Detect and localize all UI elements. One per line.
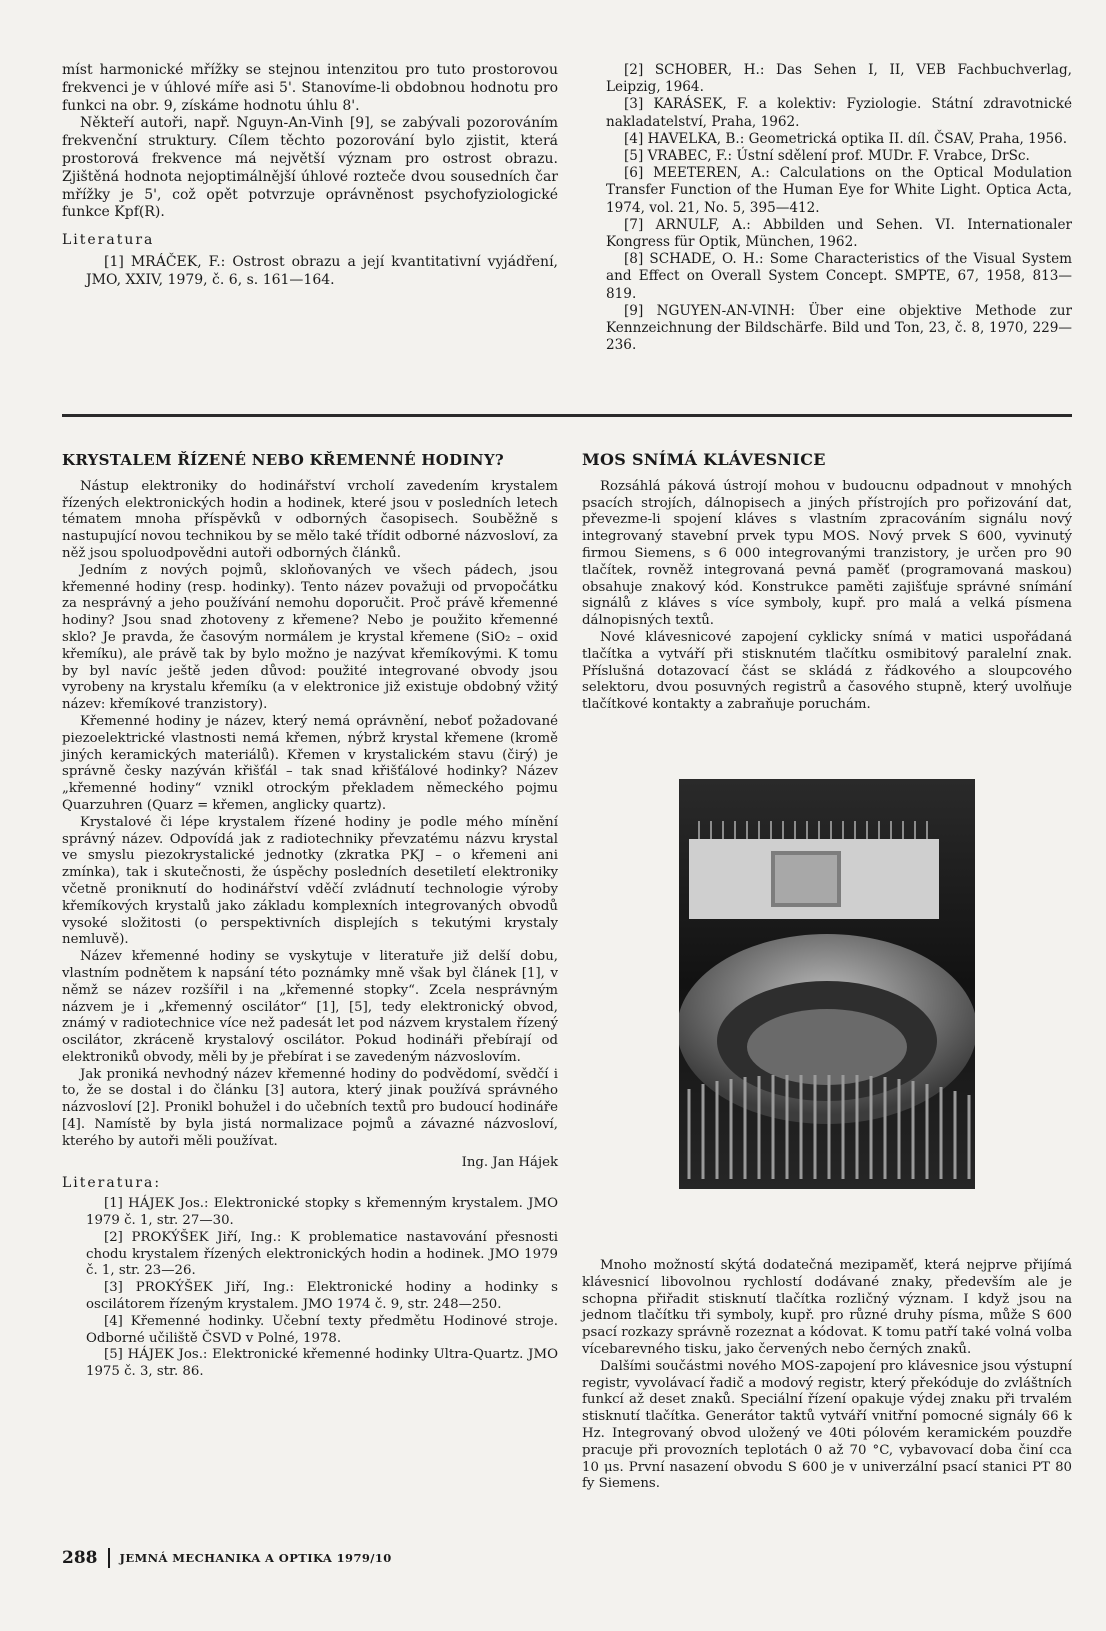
paragraph: Nástup elektroniky do hodinářství vrcholí zavedením krystalem řízených elektronických hodin a hodinek, které jsou v posledních letech tématem mnoha příspěvků v odborných časopisech. Souběžně s nastupující novou technikou by se mělo také třídit odborné názvosloví, za něž jsou spoluodpovědni autoři odborných článků. [62,478,558,561]
paragraph: Název křemenné hodiny se vyskytuje v literatuře již delší dobu, vlastním podnětem k napsání této poznámky mně však byl článek [1], v němž se název rozšířil i na „křemenné stopky“. Zcela nesprávným názvem je i „křemenný oscilátor“ [1], [5], tedy elektronický obvod, známý v radiotechnice více než padesát let pod názvem krystalem řízený oscilátor, zkráceně krystalový oscilátor. Pokud hodináři přebírají od elektroniků obvody, měli by je přebírat i se zavedeným názvoslovím. [62,949,558,1065]
reference: [2] PROKÝŠEK Jiří, Ing.: K problematice nastavování přesnosti chodu krystalem řízených elektronických hodin a hodinek. JMO 1979 č. 1, str. 23—26. [86,1229,558,1279]
article-title: MOS SNÍMÁ KLÁVESNICE [582,450,826,469]
author-signature: Ing. Jan Hájek [461,1154,558,1170]
reference: [4] HAVELKA, B.: Geometrická optika II. díl. ČSAV, Praha, 1956. [624,130,1068,147]
article-crystal-clocks [62,452,558,1381]
top-right-references [582,62,1072,354]
reference: [3] PROKÝŠEK Jiří, Ing.: Elektronické hodiny a hodinky s oscilátorem řízeným krystalem. JMO 1974 č. 9, str. 248—250. [86,1280,558,1313]
reference: [2] SCHOBER, H.: Das Sehen I, II, VEB Fachbuchverlag, Leipzig, 1964. [606,62,1072,96]
paragraph: Nové klávesnicové zapojení cyklicky snímá v matici uspořádaná tlačítka a vytváří při stisknutém tlačítku osmibitový paralelní znak. Příslušná dotazovací část se skládá z řádkového a sloupcového selektoru, dvou posuvných registrů a časového stupně, který uvolňuje tlačítkové kontakty a zabraňuje poruchám. [582,629,1072,713]
article-mos-keyboard-continued [582,1258,1072,1493]
page-footer [62,1548,392,1568]
reference: [4] Křemenné hodinky. Učební texty předmětu Hodinové stroje. Odborné učiliště ČSVD v Polné, 1978. [86,1313,558,1346]
reference: [7] ARNULF, A.: Abbilden und Sehen. VI. Internationaler Kongress für Optik, München, 1962. [606,216,1072,251]
literature-heading: Literatura [62,232,155,249]
footer-divider [108,1548,110,1568]
reference: [5] VRABEC, F.: Ústní sdělení prof. MUDr. F. Vrabce, DrSc. [624,148,1030,165]
reference: [1] HÁJEK Jos.: Elektronické stopky s křemenným krystalem. JMO 1979 č. 1, str. 27—30. [86,1196,558,1229]
page-number: 288 [62,1548,98,1568]
top-left-column [62,62,558,290]
journal-title: JEMNÁ MECHANIKA A OPTIKA 1979/10 [119,1551,392,1565]
paragraph: Mnoho možností skýtá dodatečná mezipaměť, která nejprve přijímá klávesnicí libovolnou rychlostí dodávané znaky, především ale je schopna přiřadit stisknutí tlačítka rozličný význam. I když jsou na jednom tlačítku tři symboly, kupř. pro různé druhy písma, může S 600 psací rozkazy správně rozeznat a kódovat. K tomu patří také volná volba vícebarevného tisku, jako červených nebo černých znaků. [582,1258,1072,1357]
paragraph: míst harmonické mřížky se stejnou intenzitou pro tuto prostorovou frekvenci je v úhlové míře asi 5'. Stanovíme-li obdobnou hodnotu pro funkci na obr. 9, získáme hodnotu úhlu 8'. [62,62,558,114]
paragraph: Dalšími součástmi nového MOS-zapojení pro klávesnice jsou výstupní registr, vyvolávací řadič a modový registr, který překóduje do zvláštních funkcí až deset znaků. Speciální řízení opakuje výdej znaku při trvalém stisknutí tlačítka. Generátor taktů vytváří vnitřní pomocné signály 66 k Hz. Integrovaný obvod uložený ve 40ti pólovém keramickém pouzdře pracuje při provozních teplotách 0 až 70 °C, vybavovací doba činí cca 10 μs. První nasazení obvodu S 600 je v univerzální psací stanici PT 80 fy Siemens. [582,1358,1072,1492]
literature-heading: Literatura: [62,1175,162,1192]
paragraph: Jedním z nových pojmů, skloňovaných ve všech pádech, jsou křemenné hodiny (resp. hodinky). Tento název považuji od prvopočátku za nesprávný a jeho používání nemohu doporučit. Proč právě křemenné hodiny? Jsou snad zhotoveny z křemene? Nebo je použito křemenné sklo? Je pravda, že časovým normálem je krystal křemene (SiO₂ – oxid křemíku), ale právě tak by bylo možno je nazývat křemíkovými. K tomu by byl navíc ještě jeden důvod: použité integrované obvody jsou vyrobeny na krystalu křemíku (a v elektronice již existuje obdobný vžitý název: křemíkové tranzistory). [62,562,558,713]
reference: [8] SCHADE, O. H.: Some Characteristics of the Visual System and Effect on Overall System Concept. SMPTE, 67, 1958, 813—819. [606,251,1072,302]
paragraph: Rozsáhlá páková ústrojí mohou v budoucnu odpadnout v mnohých psacích strojích, dálnopisech a jiných přístrojích pro pořizování dat, převezme-li spojení kláves s vlastním zpracováním signálu nový integrovaný stavební prvek typu MOS. Nový prvek S 600, vyvinutý firmou Siemens, s 6 000 integrovanými tranzistory, je určen pro 90 tlačítek, rovněž integrovaná pevná paměť (programovaná maskou) obsahuje znakový kód. Konstrukce paměti zajišťuje správné snímání signálů z kláves s více symboly, kupř. pro malá a velká písmena dálnopisných textů. [582,478,1072,629]
reference: [1] MRÁČEK, F.: Ostrost obrazu a její kvantitativní vyjádření, JMO, XXIV, 1979, č. 6, s. 161—164. [86,253,558,288]
paragraph: Křemenné hodiny je název, který nemá oprávnění, neboť požadované piezoelektrické vlastnosti nemá křemen, nýbrž krystal křemene (kromě jiných keramických materiálů). Křemen v krystalickém stavu (čirý) je správně česky nazýván křišťál – tak snad křišťálové hodinky? Název „křemenné hodiny“ vznikl otrockým překladem německého pojmu Quarzuhren (Quarz = křemen, anglicky quartz). [62,713,558,813]
chip-keyboard-photo [679,779,975,1189]
reference: [6] MEETEREN, A.: Calculations on the Optical Modulation Transfer Function of the Human Eye for White Light. Optica Acta, 1974, vol. 21, No. 5, 395—412. [606,165,1072,216]
article-title: KRYSTALEM ŘÍZENÉ NEBO KŘEMENNÉ HODINY? [62,451,504,469]
reference: [9] NGUYEN-AN-VINH: Über eine objektive Methode zur Kennzeichnung der Bildschärfe. Bild und Ton, 23, č. 8, 1970, 229—236. [606,302,1072,354]
reference: [3] KARÁSEK, F. a kolektiv: Fyziologie. Státní zdravotnické nakladatelství, Praha, 1962. [606,96,1072,130]
reference: [5] HÁJEK Jos.: Elektronické křemenné hodinky Ultra-Quartz. JMO 1975 č. 3, str. 86. [86,1347,558,1380]
paragraph: Jak proniká nevhodný název křemenné hodiny do podvědomí, svědčí i to, že se dostal i do článku [3] autora, který jinak používá správného názvosloví [2]. Pronikl bohužel i do učebních textů pro budoucí hodináře [4]. Namístě by byla jistá normalizace pojmů a závazné názvosloví, kterého by autoři měli používat. [62,1066,558,1149]
paragraph: Někteří autoři, např. Nguyn-An-Vinh [9], se zabývali pozorováním frekvenční struktury. Cílem těchto pozorování bylo zjistit, která prostorová frekvence má největší význam pro ostrost obrazu. Zjištěná hodnota nejoptimálnější úhlové rozteče dvou sousedních čar mřížky je 5', což opět potvrzuje oprávněnost psychofyziologické funkce Kpf(R). [62,115,558,221]
paragraph: Krystalové či lépe krystalem řízené hodiny je podle mého mínění správný název. Odpovídá jak z radiotechniky převzatému názvu krystal ve smyslu piezokrystalické jednotky (zkratka PKJ – o křemeni ani zmínka), tak i skutečnosti, že úspěchy posledních desetiletí elektroniky včetně proniknutí do hodinářství vděčí zvládnutí technologie výroby křemíkových krystalů jako základu komplexních integrovaných obvodů vysoké složitosti (o perspektivních displejích s tekutými krystaly nemluvě). [62,814,558,948]
article-mos-keyboard [582,452,1072,714]
section-divider [62,414,1072,417]
